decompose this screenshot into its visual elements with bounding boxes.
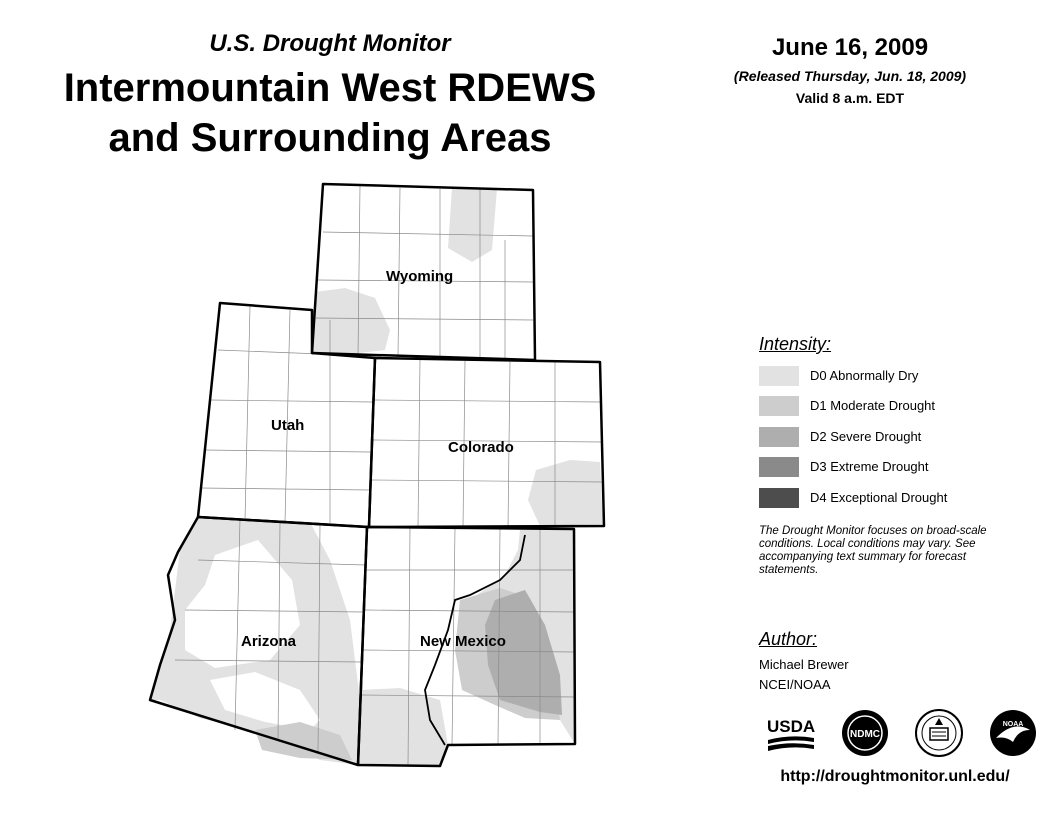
usda-logo-text: USDA — [767, 717, 816, 736]
release-date: (Released Thursday, Jun. 18, 2009) — [733, 68, 967, 84]
author-org: NCEI/NOAA — [759, 677, 831, 692]
legend-heading: Intensity: — [759, 334, 832, 354]
legend-label-d2: D2 Severe Drought — [810, 429, 922, 444]
legend-swatch-d2 — [759, 427, 799, 447]
legend-swatch-d1 — [759, 396, 799, 416]
legend-swatch-d0 — [759, 366, 799, 386]
noaa-logo — [988, 708, 1038, 758]
state-label-colorado: Colorado — [448, 439, 514, 456]
author-heading: Author: — [759, 629, 818, 649]
state-label-wyoming: Wyoming — [386, 268, 454, 285]
author-name: Michael Brewer — [759, 657, 849, 672]
valid-time: Valid 8 a.m. EDT — [795, 90, 905, 106]
ndmc-logo-text: NDMC — [850, 729, 880, 740]
map-subtitle: U.S. Drought Monitor — [209, 30, 451, 57]
state-label-utah: Utah — [271, 417, 305, 434]
legend-label-d0: D0 Abnormally Dry — [810, 368, 919, 383]
state-label-arizona: Arizona — [241, 633, 297, 650]
legend-label-d4: D4 Exceptional Drought — [810, 490, 948, 505]
disclaimer-note: The Drought Monitor focuses on broad-scale conditions. Local conditions may vary. See accompanying text summary for forecast statements. — [759, 525, 987, 576]
map-title-line1: Intermountain West RDEWS — [63, 66, 597, 110]
valid-date: June 16, 2009 — [771, 34, 929, 61]
map-title-line2: and Surrounding Areas — [108, 116, 552, 160]
legend-label-d3: D3 Extreme Drought — [810, 459, 929, 474]
legend-swatch-d3 — [759, 457, 799, 477]
state-label-new-mexico: New Mexico — [420, 633, 506, 650]
doc-seal-logo — [914, 708, 964, 758]
website-url: http://droughtmonitor.unl.edu/ — [780, 768, 1010, 785]
ndmc-logo — [840, 708, 890, 758]
legend-label-d1: D1 Moderate Drought — [810, 398, 936, 413]
usda-logo — [766, 708, 816, 758]
noaa-logo-text: NOAA — [1002, 721, 1024, 728]
legend-swatch-d4 — [759, 488, 799, 508]
